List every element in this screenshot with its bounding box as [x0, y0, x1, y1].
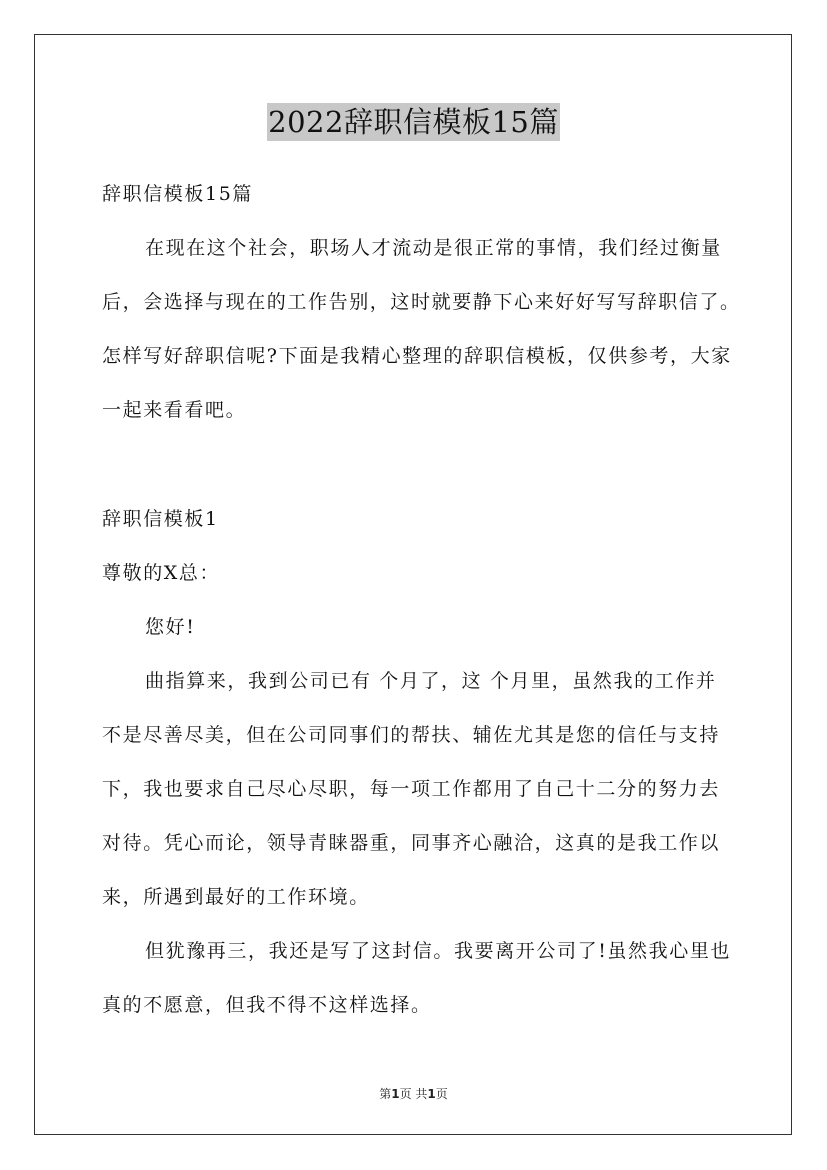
intro-line-3: 怎样写好辞职信呢?下面是我精心整理的辞职信模板，仅供参考，大家	[102, 345, 732, 367]
footer-prefix: 第	[379, 1087, 392, 1101]
footer-suffix: 页	[435, 1087, 448, 1101]
para1-line-2: 不是尽善尽美，但在公司同事们的帮扶、辅佐尤其是您的信任与支持	[102, 724, 721, 746]
footer-page-total: 1	[427, 1087, 436, 1101]
para1-line-4: 对待。凭心而论，领导青睐器重，同事齐心融洽，这真的是我工作以	[102, 832, 721, 854]
page-footer	[0, 1085, 827, 1102]
salutation: 尊敬的X总：	[102, 562, 221, 584]
para2-line-1: 但犹豫再三，我还是写了这封信。我要离开公司了!虽然我心里也	[145, 940, 732, 962]
document-subtitle: 辞职信模板15篇	[102, 183, 253, 205]
footer-page-current: 1	[391, 1087, 400, 1101]
title-container	[0, 103, 827, 141]
para1-line-1: 曲指算来，我到公司已有 个月了，这 个月里，虽然我的工作并	[145, 670, 717, 692]
para2-line-2: 真的不愿意，但我不得不这样选择。	[102, 994, 432, 1016]
greeting: 您好!	[145, 616, 196, 638]
intro-line-1: 在现在这个社会，职场人才流动是很正常的事情，我们经过衡量	[145, 237, 722, 259]
document-title: 2022辞职信模板15篇	[268, 105, 559, 139]
para1-line-5: 来，所遇到最好的工作环境。	[102, 886, 370, 908]
section-heading: 辞职信模板1	[102, 508, 219, 530]
intro-line-4: 一起来看看吧。	[102, 399, 247, 421]
footer-mid: 页 共	[399, 1087, 428, 1101]
intro-line-2: 后，会选择与现在的工作告别，这时就要静下心来好好写写辞职信了。	[102, 291, 741, 313]
para1-line-3: 下，我也要求自己尽心尽职，每一项工作都用了自己十二分的努力去	[102, 778, 721, 800]
